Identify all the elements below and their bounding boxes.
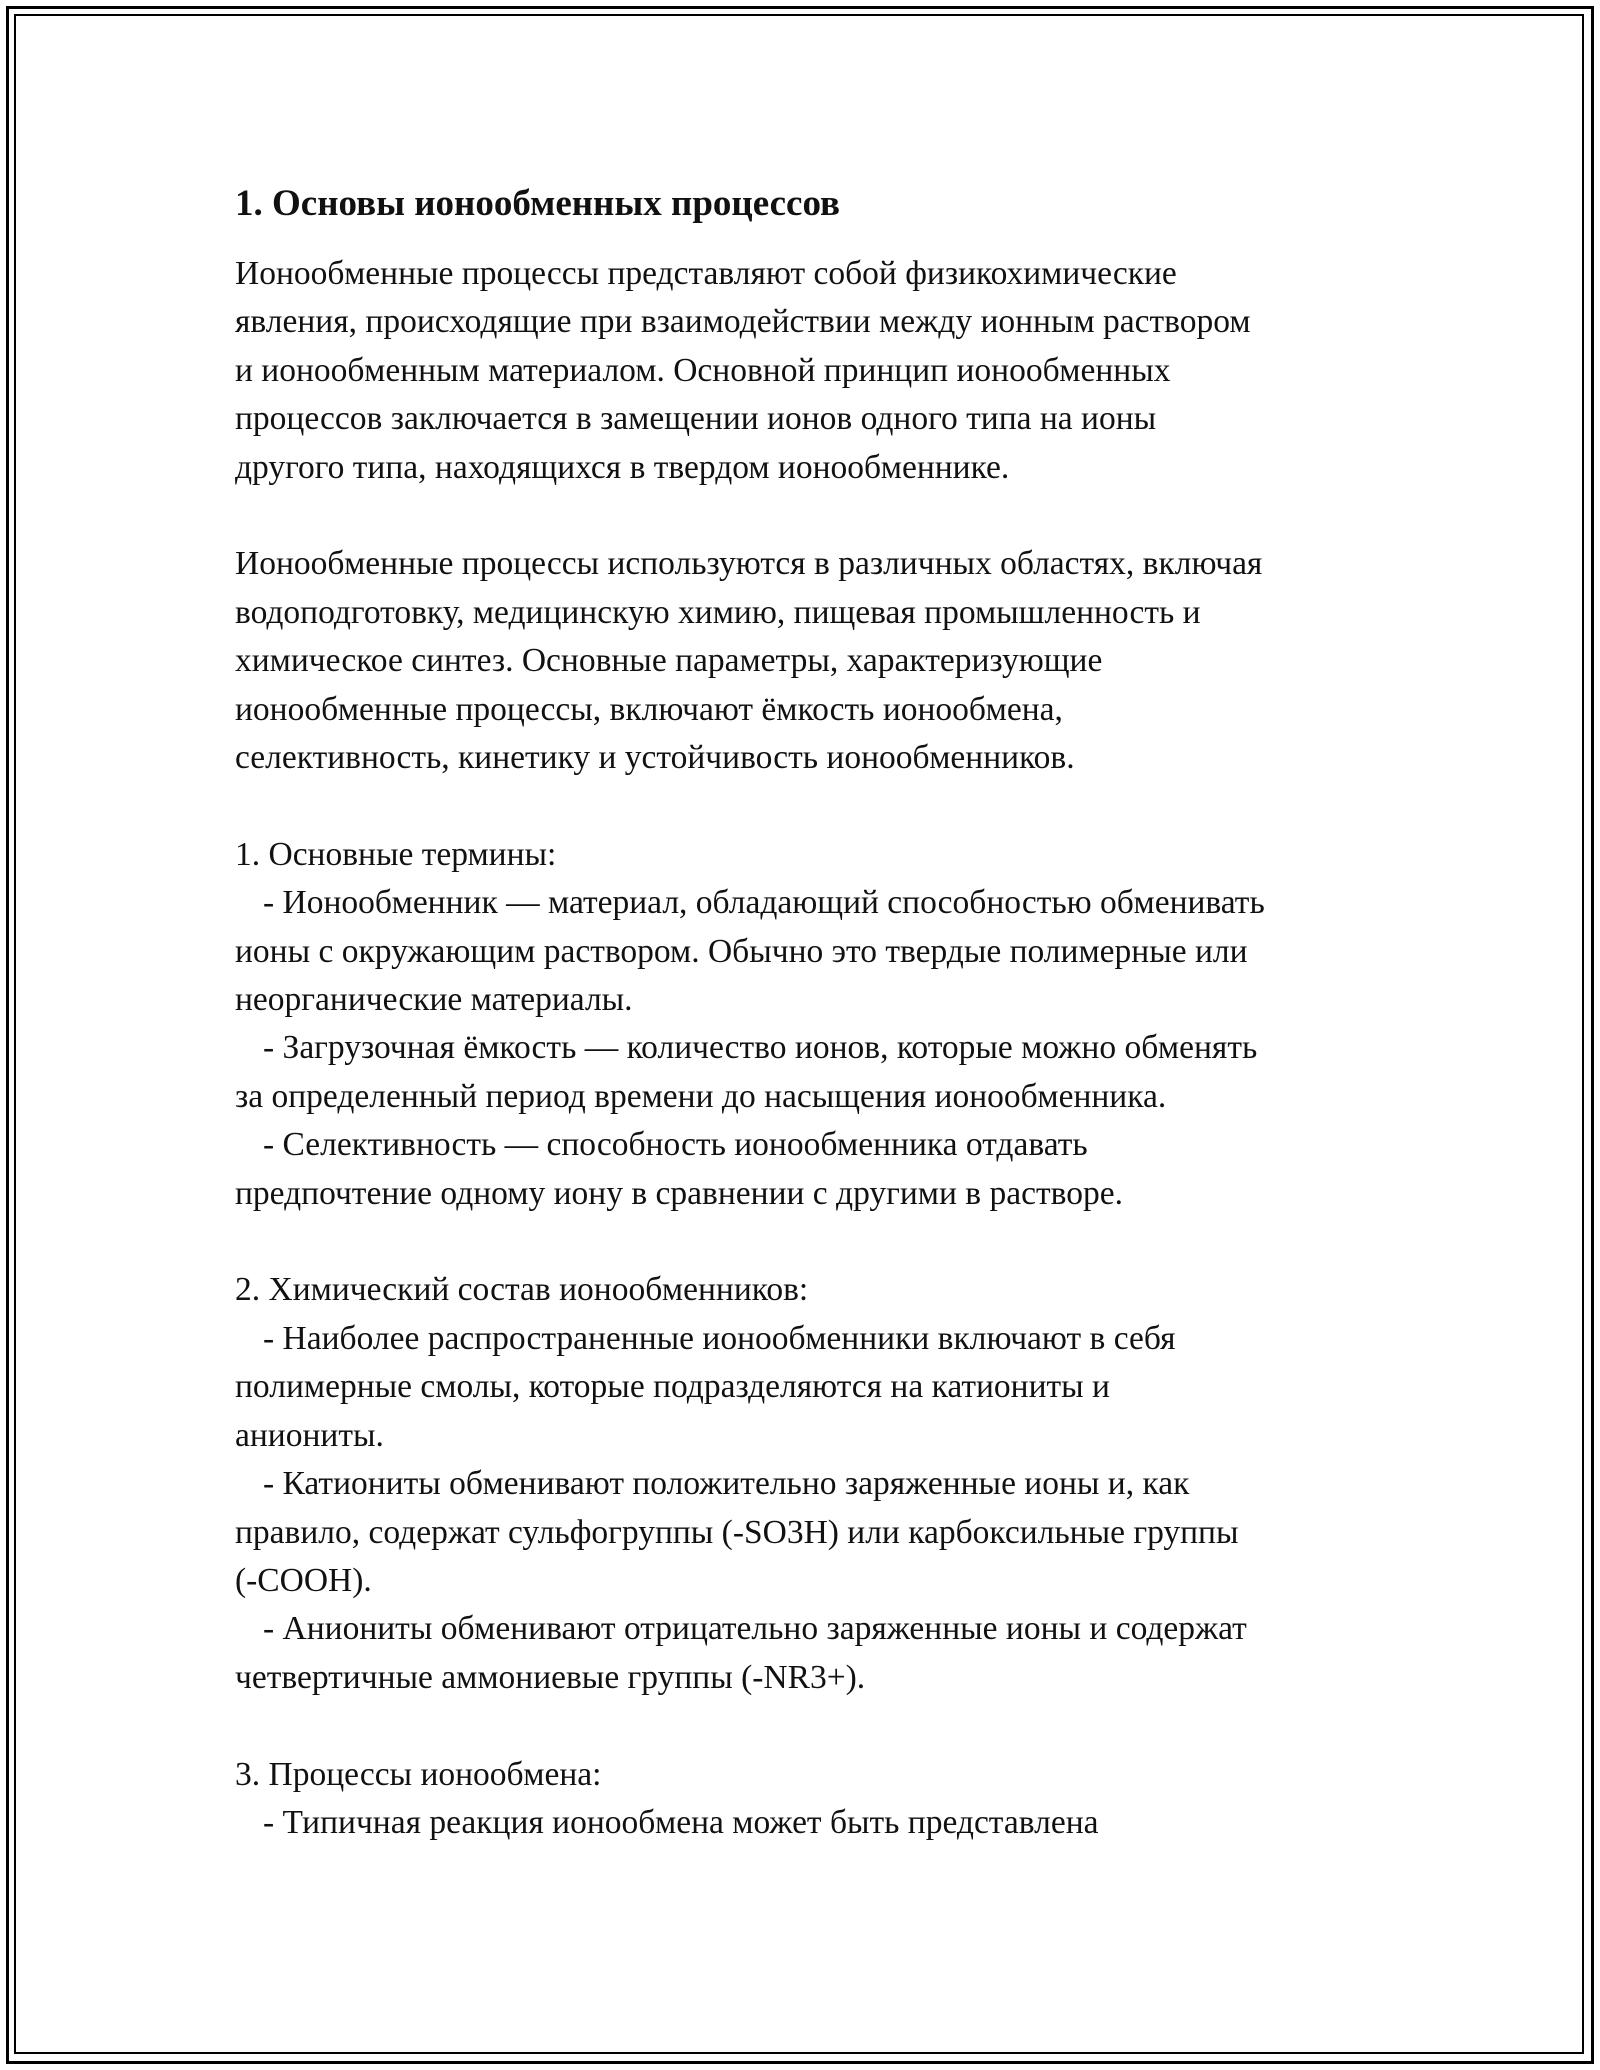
text-line: 2. Химический состав ионообменников: [235,1271,809,1309]
text-line: Ионообменные процессы используются в различных областях, включая [235,545,1263,583]
text-line: предпочтение одному иону в сравнении с другими в растворе. [235,1174,1123,1212]
text-line: правило, содержат сульфогруппы (-SO3H) или карбоксильные группы [235,1513,1239,1551]
text-line: ионообменные процессы, включают ёмкость ионообмена, [235,690,1063,728]
text-line: другого типа, находящихся в твердом ионообменнике. [235,448,1010,486]
list-item-line: - Селективность — способность ионообменника отдавать [263,1126,1088,1164]
document-body [235,178,1385,1896]
text-line: ионы с окружающим раствором. Обычно это твердые полимерные или [235,932,1248,970]
text-line: полимерные смолы, которые подразделяются на катиониты и [235,1368,1110,1406]
paragraph [235,540,1385,782]
text-line: четвертичные аммониевые группы (-NR3+). [235,1658,866,1696]
text-line: 3. Процессы ионообмена: [235,1755,602,1793]
text-line: аниониты. [235,1416,384,1454]
text-line: 1. Основные термины: [235,835,557,873]
paragraph [235,1266,1385,1702]
text-line: процессов заключается в замещении ионов одного типа на ионы [235,400,1157,438]
text-line: и ионообменным материалом. Основной принцип ионообменных [235,351,1171,389]
text-line: водоподготовку, медицинскую химию, пищевая промышленность и [235,593,1201,631]
list-item-line: - Катиониты обменивают положительно заряженные ионы и, как [263,1465,1190,1503]
text-line: неорганические материалы. [235,981,633,1019]
text-line: селективность, кинетику и устойчивость ионообменников. [235,739,1075,777]
list-item-line: - Аниониты обменивают отрицательно заряженные ионы и содержат [263,1610,1247,1648]
text-line: химическое синтез. Основные параметры, характеризующие [235,642,1103,680]
text-line: явления, происходящие при взаимодействии между ионным раствором [235,303,1251,341]
section-heading: 1. Основы ионообменных процессов [235,183,841,224]
text-line: за определенный период времени до насыщения ионообменника. [235,1077,1167,1115]
paragraph-container [235,250,1385,1847]
text-line: Ионообменные процессы представляют собой физикохимические [235,255,1177,292]
paragraph [235,831,1385,1218]
list-item-line: - Ионообменник — материал, обладающий способностью обменивать [263,884,1265,922]
list-item-line: - Наиболее распространенные ионообменники включают в себя [263,1319,1176,1357]
list-item-line: - Загрузочная ёмкость — количество ионов, которые можно обменять [263,1029,1258,1067]
list-item-line: - Типичная реакция ионообмена может быть представлена [263,1803,1099,1841]
paragraph [235,1751,1385,1848]
text-line: (-COOH). [235,1561,372,1599]
paragraph [235,250,1385,492]
